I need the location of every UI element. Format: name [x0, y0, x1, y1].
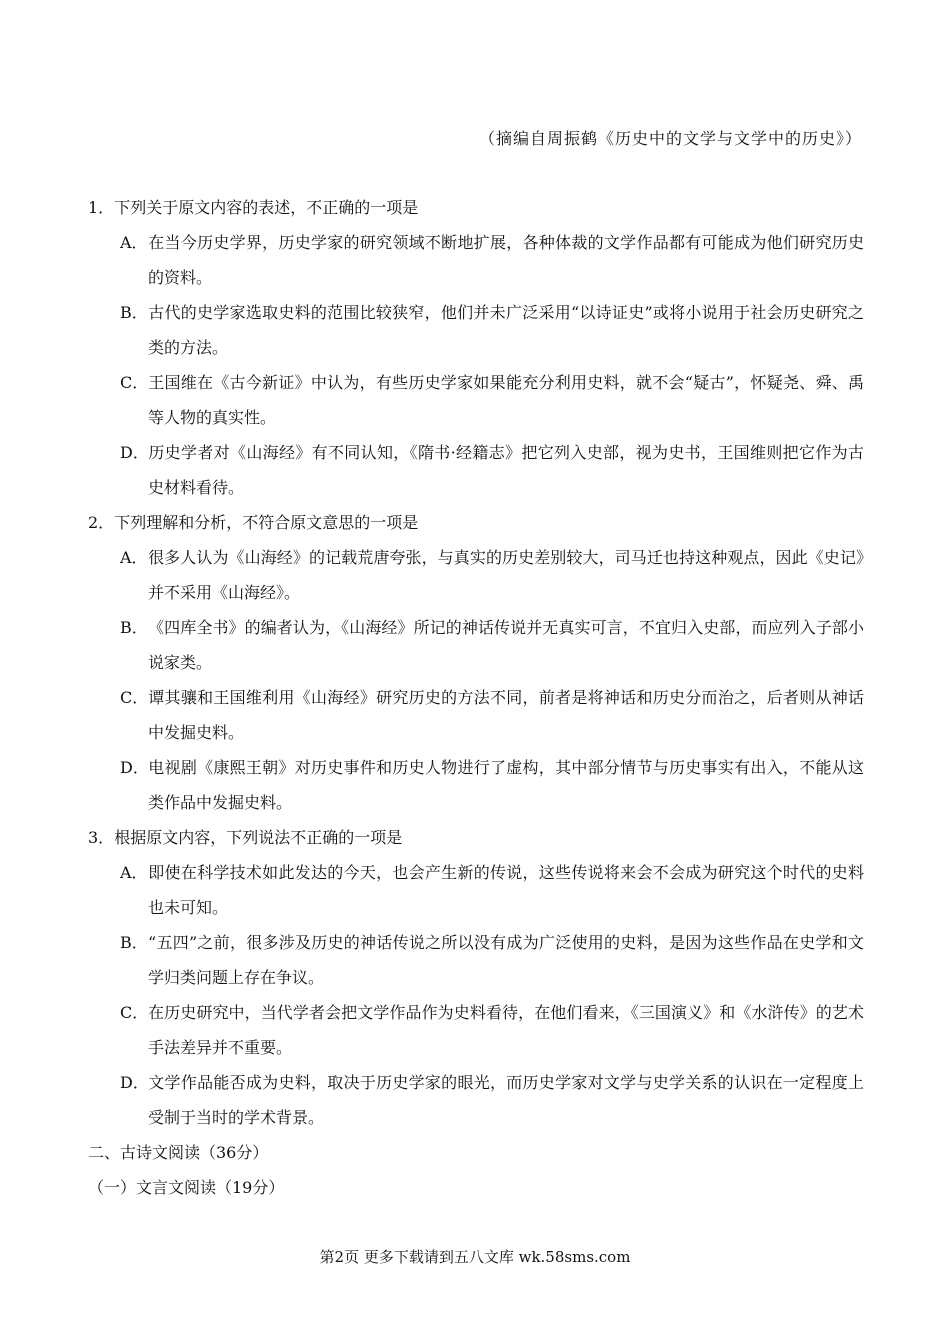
option-letter: A．	[120, 548, 148, 567]
source-citation: （摘编自周振鹤《历史中的文学与文学中的历史》）	[478, 129, 862, 148]
option-d	[88, 750, 864, 820]
question-stem	[88, 820, 864, 855]
question-1	[88, 190, 864, 505]
question-number: 2．	[88, 513, 115, 532]
option-letter: B．	[120, 618, 148, 637]
option-d	[88, 1065, 864, 1135]
question-2	[88, 505, 864, 820]
option-text: 在当今历史学界，历史学家的研究领域不断地扩展，各种体裁的文学作品都有可能成为他们研究历史的资料。	[148, 233, 864, 287]
question-stem	[88, 190, 864, 225]
option-letter: C．	[120, 1003, 149, 1022]
option-c	[88, 995, 864, 1065]
option-b	[88, 925, 864, 995]
option-c	[88, 680, 864, 750]
question-text: 下列关于原文内容的表述，不正确的一项是	[114, 198, 419, 217]
page-footer: 第2页 更多下载请到五八文库 wk.58sms.com	[319, 1248, 631, 1266]
option-d	[88, 435, 864, 505]
option-a	[88, 540, 864, 610]
option-text: 历史学者对《山海经》有不同认知，《隋书·经籍志》把它列入史部，视为史书，王国维则把它作为古史材料看待。	[148, 443, 864, 497]
section-heading-classical-reading: 二、古诗文阅读（36分）	[88, 1143, 269, 1162]
option-letter: C．	[120, 688, 149, 707]
option-letter: D．	[120, 443, 149, 462]
question-text: 根据原文内容，下列说法不正确的一项是	[114, 828, 403, 847]
option-text: 古代的史学家选取史料的范围比较狭窄，他们并未广泛采用“以诗证史”或将小说用于社会历史研究之类的方法。	[148, 303, 864, 357]
option-text: 王国维在《古今新证》中认为，有些历史学家如果能充分利用史料，就不会“疑古”，怀疑尧、舜、禹等人物的真实性。	[148, 373, 864, 427]
option-letter: D．	[120, 1073, 149, 1092]
question-text: 下列理解和分析，不符合原文意思的一项是	[114, 513, 419, 532]
option-letter: B．	[120, 303, 148, 322]
option-b	[88, 610, 864, 680]
option-c	[88, 365, 864, 435]
option-text: 《四库全书》的编者认为，《山海经》所记的神话传说并无真实可言，不宜归入史部，而应列入子部小说家类。	[148, 618, 864, 672]
option-text: 谭其骧和王国维利用《山海经》研究历史的方法不同，前者是将神话和历史分而治之，后者则从神话中发掘史料。	[148, 688, 864, 742]
option-a	[88, 225, 864, 295]
option-text: 文学作品能否成为史料，取决于历史学家的眼光，而历史学家对文学与史学关系的认识在一定程度上受制于当时的学术背景。	[148, 1073, 864, 1127]
question-number: 3．	[88, 828, 115, 847]
option-a	[88, 855, 864, 925]
option-letter: A．	[120, 233, 148, 252]
option-text: 即使在科学技术如此发达的今天，也会产生新的传说，这些传说将来会不会成为研究这个时代的史料也未可知。	[148, 863, 864, 917]
question-3	[88, 820, 864, 1135]
option-text: 很多人认为《山海经》的记载荒唐夸张，与真实的历史差别较大，司马迁也持这种观点，因此《史记》并不采用《山海经》。	[148, 548, 864, 602]
option-letter: C．	[120, 373, 149, 392]
option-text: 电视剧《康熙王朝》对历史事件和历史人物进行了虚构，其中部分情节与历史事实有出入，不能从这类作品中发掘史料。	[148, 758, 864, 812]
option-text: 在历史研究中，当代学者会把文学作品作为史料看待，在他们看来，《三国演义》和《水浒传》的艺术手法差异并不重要。	[148, 1003, 864, 1057]
section-heading-classical-prose: （一）文言文阅读（19分）	[88, 1178, 285, 1197]
option-text: “五四”之前，很多涉及历史的神话传说之所以没有成为广泛使用的史料，是因为这些作品在史学和文学归类问题上存在争议。	[148, 933, 864, 987]
option-b	[88, 295, 864, 365]
option-letter: A．	[120, 863, 148, 882]
questions-content	[88, 190, 864, 1205]
option-letter: D．	[120, 758, 149, 777]
question-number: 1．	[88, 198, 115, 217]
question-stem	[88, 505, 864, 540]
option-letter: B．	[120, 933, 148, 952]
